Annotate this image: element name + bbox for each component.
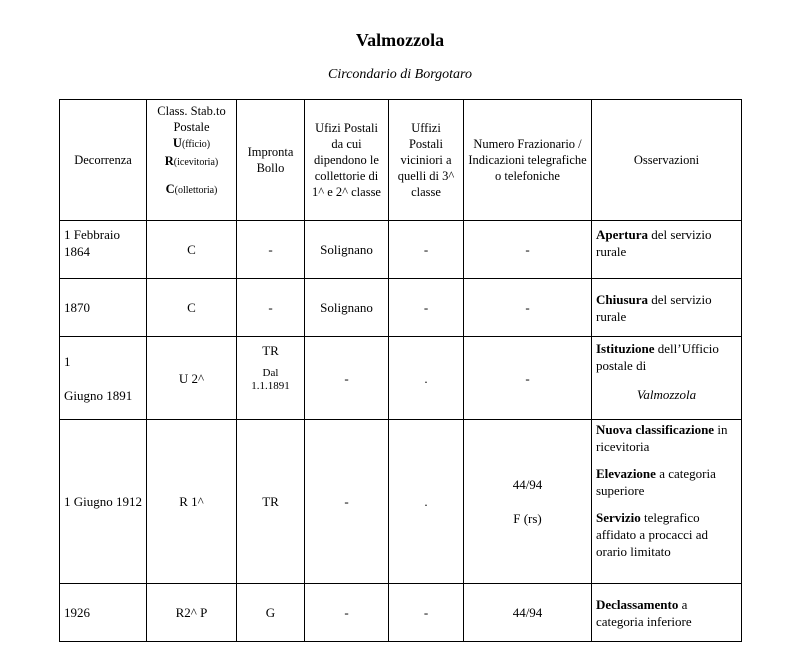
table-row bbox=[60, 420, 742, 584]
header-osservazioni: Osservazioni bbox=[592, 100, 742, 221]
cell-osservazioni bbox=[592, 337, 742, 420]
cell-numero: - bbox=[464, 279, 592, 337]
cell-decorrenza: 1870 bbox=[60, 279, 147, 337]
cell-classe: U 2^ bbox=[147, 337, 237, 420]
cell-classe: C bbox=[147, 279, 237, 337]
obs-keyword: Chiusura bbox=[596, 291, 649, 307]
obs-keyword: Istituzione bbox=[596, 341, 655, 356]
cell-impronta: TR bbox=[237, 420, 305, 584]
impronta-note-dal: Dal bbox=[262, 367, 279, 379]
cell-classe: C bbox=[147, 221, 237, 279]
decorrenza-day: 1 bbox=[64, 353, 71, 369]
obs-keyword: Declassamento bbox=[596, 596, 679, 612]
cell-uffizi: - bbox=[389, 584, 464, 642]
cell-impronta bbox=[237, 337, 305, 420]
cell-decorrenza: 1926 bbox=[60, 584, 147, 642]
obs-text: in ricevitoria bbox=[596, 422, 728, 454]
decorrenza-month-year: Giugno 1891 bbox=[64, 387, 133, 403]
cell-osservazioni bbox=[592, 584, 742, 642]
cell-osservazioni bbox=[592, 420, 742, 584]
obs-keyword: Elevazione bbox=[596, 466, 656, 481]
header-class-c: C bbox=[165, 182, 175, 196]
header-ufizi: Ufizi Postali da cui dipendono le collettorie di 1^ e 2^ classe bbox=[305, 100, 389, 221]
cell-numero: - bbox=[464, 221, 592, 279]
obs-keyword: Nuova classificazione bbox=[596, 422, 715, 437]
document-title: Valmozzola bbox=[355, 30, 445, 50]
cell-classe: R2^ P bbox=[147, 584, 237, 642]
cell-numero: 44/94 bbox=[464, 584, 592, 642]
table-row bbox=[60, 221, 742, 279]
obs-place-name: Valmozzola bbox=[636, 387, 697, 402]
numero-frazionario: 44/94 bbox=[512, 477, 543, 492]
header-class-u-suffix: (fficio) bbox=[181, 139, 211, 150]
table-row bbox=[60, 337, 742, 420]
header-classificazione bbox=[147, 100, 237, 221]
numero-indicazione: F (rs) bbox=[513, 511, 542, 526]
cell-classe: R 1^ bbox=[147, 420, 237, 584]
cell-ufizi: - bbox=[305, 584, 389, 642]
cell-osservazioni bbox=[592, 221, 742, 279]
cell-numero: - bbox=[464, 337, 592, 420]
table-row bbox=[60, 584, 742, 642]
header-impronta: Impronta Bollo bbox=[237, 100, 305, 221]
header-class-r-suffix: (icevitoria) bbox=[173, 157, 219, 168]
cell-impronta: - bbox=[237, 279, 305, 337]
cell-osservazioni bbox=[592, 279, 742, 337]
impronta-note-date: 1.1.1891 bbox=[251, 380, 290, 392]
history-table bbox=[59, 99, 742, 642]
header-row bbox=[60, 100, 742, 221]
table-row bbox=[60, 279, 742, 337]
cell-uffizi: - bbox=[389, 221, 464, 279]
cell-ufizi: - bbox=[305, 420, 389, 584]
obs-text: a categoria inferiore bbox=[596, 596, 692, 629]
cell-ufizi: - bbox=[305, 337, 389, 420]
header-decorrenza: Decorrenza bbox=[60, 100, 147, 221]
cell-ufizi: Solignano bbox=[305, 221, 389, 279]
header-uffizi: Uffizi Postali viciniori a quelli di 3^ classe bbox=[389, 100, 464, 221]
cell-uffizi: - bbox=[389, 279, 464, 337]
header-class-c-suffix: (ollettoria) bbox=[174, 185, 218, 196]
cell-ufizi: Solignano bbox=[305, 279, 389, 337]
obs-keyword: Servizio bbox=[596, 510, 641, 525]
cell-uffizi: . bbox=[389, 337, 464, 420]
obs-text: dell’Ufficio postale di bbox=[596, 341, 719, 373]
obs-text: del servizio rurale bbox=[596, 291, 712, 324]
header-class-line2: Postale bbox=[173, 120, 210, 134]
document-subtitle: Circondario di Borgotaro bbox=[328, 67, 472, 82]
header-class-u: U bbox=[172, 136, 182, 150]
obs-text: a categoria superiore bbox=[596, 466, 716, 498]
obs-text: telegrafico affidato a procacci ad orario limitato bbox=[596, 510, 708, 559]
obs-keyword: Apertura bbox=[596, 227, 648, 242]
cell-uffizi: . bbox=[389, 420, 464, 584]
cell-impronta: G bbox=[237, 584, 305, 642]
header-numero: Numero Frazionario / Indicazioni telegrafiche o telefoniche bbox=[464, 100, 592, 221]
cell-decorrenza: 1 Giugno 1912 bbox=[60, 420, 147, 584]
impronta-value: TR bbox=[262, 343, 279, 358]
cell-decorrenza bbox=[60, 337, 147, 420]
cell-numero bbox=[464, 420, 592, 584]
header-class-r: R bbox=[164, 154, 174, 168]
cell-impronta: - bbox=[237, 221, 305, 279]
cell-decorrenza: 1 Febbraio 1864 bbox=[60, 221, 147, 279]
header-class-line1: Class. Stab.to bbox=[157, 104, 226, 118]
obs-text: del servizio rurale bbox=[596, 227, 712, 259]
